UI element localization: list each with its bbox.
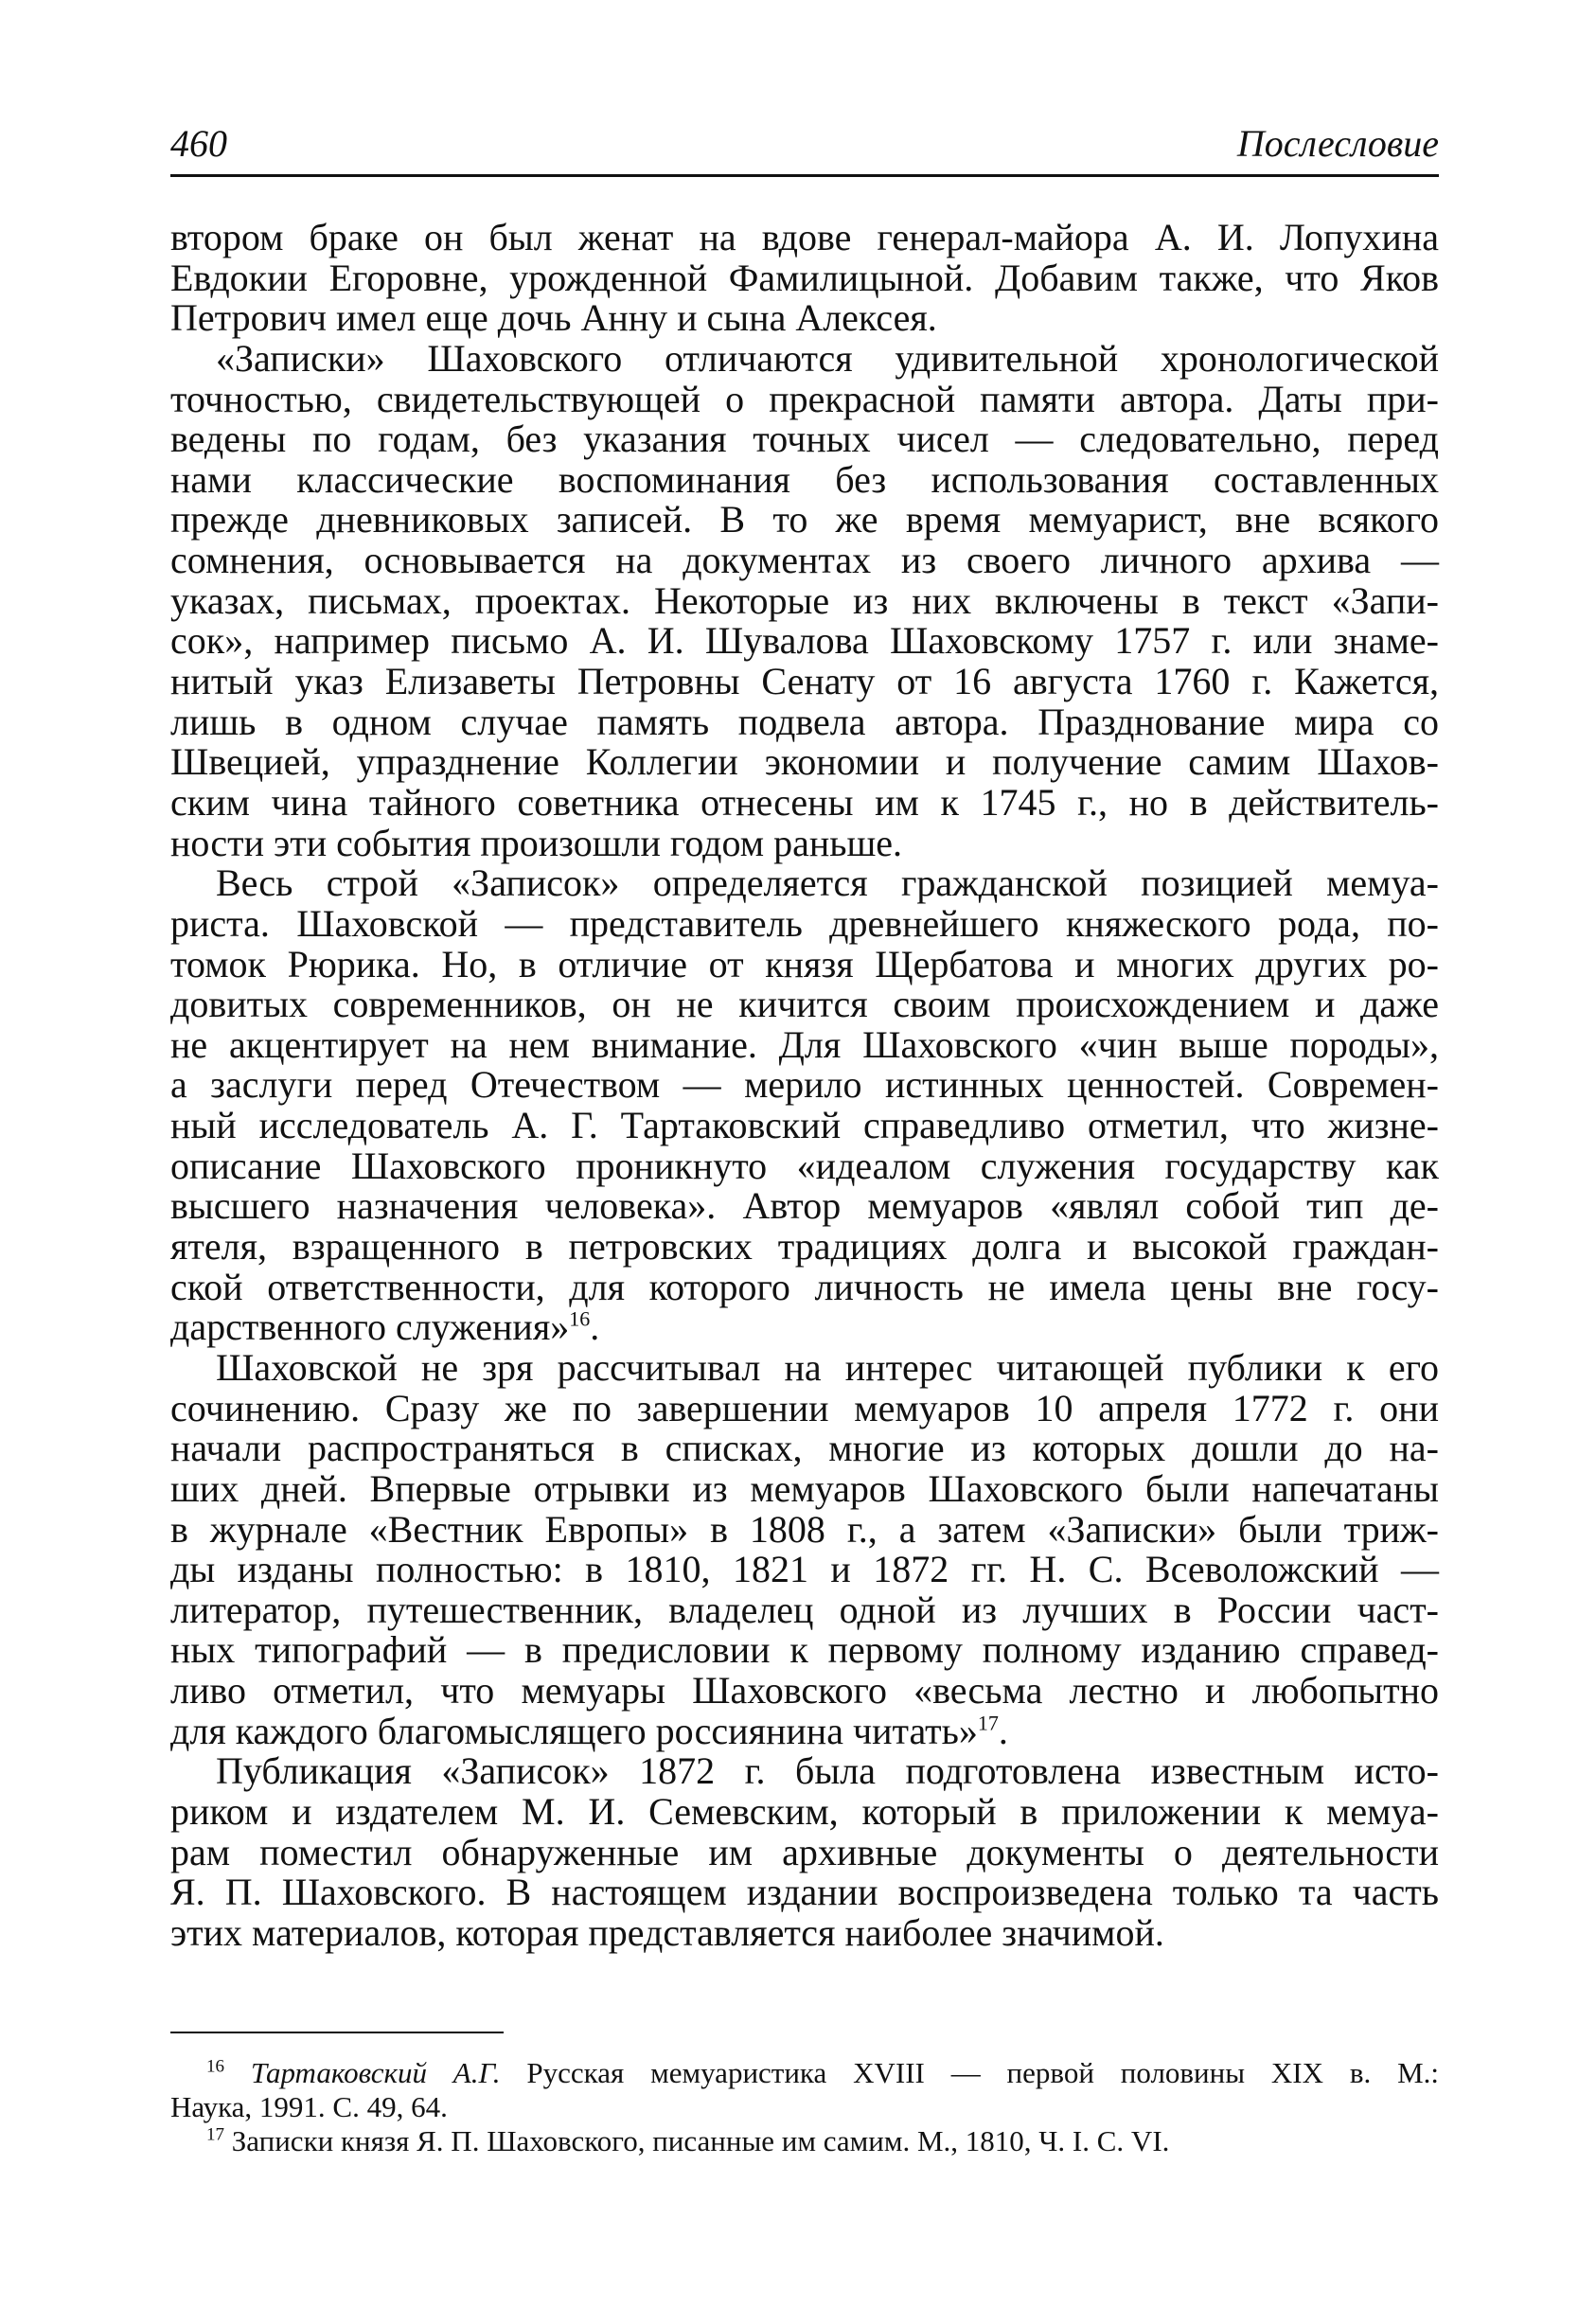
text-line [170, 1307, 1439, 1348]
footnote-number: 17 [206, 2124, 224, 2145]
line-text: Весь строй «Записок» определяется гражданской позицией мемуа- [216, 861, 1439, 905]
line-text: этих материалов, которая представляется наиболее значимой. [170, 1910, 1164, 1954]
text-line [170, 1265, 1439, 1308]
footnote-ref: 16 [569, 1306, 591, 1331]
paragraph [170, 1751, 1439, 1953]
text-line [170, 901, 1439, 945]
text-line [170, 780, 1439, 824]
line-text: Петрович имел еще дочь Анну и сына Алексея. [170, 296, 937, 340]
section-title: Послесловие [1236, 122, 1439, 165]
text-line [170, 985, 1439, 1025]
text-line [170, 419, 1439, 460]
line-text: ским чина тайного советника отнесены им к 1745 г., но в действитель- [170, 780, 1439, 824]
page-number: 460 [170, 122, 227, 165]
line-text: рам поместил обнаруженные им архивные документы о деятельности [170, 1830, 1439, 1873]
line-text: литератор, путешественник, владелец одной из лучших в России част- [170, 1588, 1439, 1631]
text-line [170, 258, 1439, 299]
line-text: описание Шаховского проникнуто «идеалом служения государству как [170, 1144, 1439, 1187]
line-text: ных типографий — в предисловии к первому полному изданию справед- [170, 1628, 1439, 1672]
line-text: сок», например письмо А. И. Шувалова Шаховскому 1757 г. или знаме- [170, 619, 1439, 663]
line-text: нитый указ Елизаветы Петровны Сенату от 16 августа 1760 г. Кажется, [170, 660, 1439, 703]
text-line [170, 457, 1439, 501]
paragraph [170, 1345, 1439, 1752]
text-line [170, 1507, 1439, 1551]
line-text: Швецией, упразднение Коллегии экономии и получение самим Шахов- [170, 740, 1439, 784]
text-line [170, 541, 1439, 581]
line-text: сочинению. Сразу же по завершении мемуаров 10 апреля 1772 г. они [170, 1386, 1439, 1429]
running-header [170, 121, 1439, 169]
footnote [170, 2056, 1439, 2124]
line-text: начали распространяться в списках, многие из которых дошли до на- [170, 1427, 1439, 1470]
line-text: риста. Шаховской — представитель древнейшего княжеского рода, по- [170, 901, 1439, 945]
line-text: точностью, свидетельствующей о прекрасной памяти автора. Даты при- [170, 377, 1439, 420]
header-rule [170, 174, 1439, 177]
line-text: ный исследователь А. Г. Тартаковский справедливо отметил, что жизне- [170, 1104, 1439, 1147]
text-line [170, 377, 1439, 420]
line-text: ды изданы полностью: в 1810, 1821 и 1872 гг. Н. С. Всеволожский — [170, 1548, 1439, 1591]
footnote [170, 2124, 1439, 2158]
footnote-text: Наука, 1991. С. 49, 64. [170, 2090, 448, 2123]
line-text: указах, письмах, проектах. Некоторые из них включены в текст «Запи- [170, 578, 1439, 622]
text-line [170, 821, 1439, 864]
paragraph [170, 863, 1439, 1348]
text-line [170, 578, 1439, 622]
text-line [170, 1830, 1439, 1873]
line-text: ятеля, взращенного в петровских традициях долга и высокой граждан- [170, 1225, 1439, 1269]
footnote-ref: 17 [977, 1711, 999, 1735]
text-line [170, 1146, 1439, 1187]
footnote-author: Тартаковский А.Г. [250, 2056, 501, 2089]
footnote-line [170, 2124, 1439, 2158]
text-line [170, 1550, 1439, 1590]
text-line [170, 1106, 1439, 1146]
footnote-text: Записки князя Я. П. Шаховского, писанные им самим. М., 1810, Ч. I. С. VI. [231, 2124, 1170, 2157]
line-text: для каждого благомыслящего россиянина читать» [170, 1709, 978, 1752]
footnotes [170, 2056, 1439, 2158]
line-text: ших дней. Впервые отрывки из мемуаров Шаховского были напечатаны [170, 1466, 1439, 1510]
line-text: Я. П. Шаховского. В настоящем издании воспроизведена только та часть [170, 1871, 1439, 1914]
body-text [170, 218, 1439, 1954]
text-line [170, 702, 1439, 743]
text-line [170, 218, 1439, 258]
text-line [170, 1227, 1439, 1268]
line-text: «Записки» Шаховского отличаются удивительной хронологической [216, 336, 1439, 380]
line-text: томок Рюрика. Но, в отличие от князя Щербатова и многих других ро- [170, 942, 1439, 985]
line-text: лишь в одном случае память подвела автора. Празднование мира со [170, 700, 1439, 743]
line-text: ности эти события произошли годом раньше. [170, 821, 903, 864]
line-text: Публикация «Записок» 1872 г. была подготовлена известным исто- [216, 1749, 1439, 1793]
text-line [170, 1630, 1439, 1671]
text-line [170, 742, 1439, 783]
line-text: прежде дневниковых записей. В то же время мемуарист, вне всякого [170, 498, 1439, 541]
text-line [170, 1466, 1439, 1510]
footnote-line [170, 2090, 1439, 2124]
line-text: ливо отметил, что мемуары Шаховского «весьма лестно и любопытно [170, 1669, 1439, 1713]
line-text: не акцентирует на нем внимание. Для Шаховского «чин выше породы», [170, 1022, 1439, 1066]
footnote-rule [170, 2032, 504, 2033]
punctuation: . [998, 1709, 1008, 1752]
line-text: Евдокии Егоровне, урожденной Фамилицыной. Добавим также, что Яков [170, 256, 1439, 299]
line-text: сомнения, основывается на документах из своего личного архива — [170, 539, 1439, 582]
line-text: высшего назначения человека». Автор мемуаров «являл собой тип де- [170, 1184, 1439, 1228]
text-line [170, 1789, 1439, 1833]
text-line [170, 1065, 1439, 1106]
text-line [170, 1751, 1439, 1792]
text-line [170, 1590, 1439, 1631]
footnote-line [170, 2056, 1439, 2090]
text-line [170, 1186, 1439, 1227]
line-text: нами классические воспоминания без использования составленных [170, 457, 1439, 501]
paragraph [170, 336, 1439, 864]
footnote-number: 16 [206, 2056, 224, 2077]
text-line [170, 500, 1439, 541]
line-text: а заслуги перед Отечеством — мерило истинных ценностей. Современ- [170, 1063, 1439, 1107]
line-text: дарственного служения» [170, 1305, 570, 1349]
line-text: втором браке он был женат на вдове генерал-майора А. И. Лопухина [170, 216, 1439, 258]
text-line [170, 1872, 1439, 1913]
text-line [170, 1709, 1439, 1752]
paragraph [170, 218, 1439, 339]
text-line [170, 942, 1439, 985]
text-line [170, 863, 1439, 904]
line-text: в журнале «Вестник Европы» в 1808 г., а затем «Записки» были триж- [170, 1507, 1439, 1551]
line-text: Шаховской не зря рассчитывал на интерес читающей публики к его [216, 1345, 1439, 1389]
line-text: ской ответственности, для которого личность не имела цены вне госу- [170, 1265, 1439, 1308]
text-line [170, 1429, 1439, 1469]
line-text: довитых современников, он не кичится своим происхождением и даже [170, 983, 1439, 1026]
text-line [170, 1345, 1439, 1389]
footnote-text: Русская мемуаристика XVIII — первой половины XIX в. М.: [500, 2056, 1439, 2089]
text-line [170, 662, 1439, 702]
text-line [170, 1022, 1439, 1066]
text-line [170, 621, 1439, 662]
text-line [170, 1671, 1439, 1712]
line-text: ведены по годам, без указания точных чисел — следовательно, перед [170, 417, 1439, 461]
text-line [170, 298, 1439, 339]
text-line [170, 336, 1439, 380]
punctuation: . [590, 1305, 600, 1349]
line-text: риком и издателем М. И. Семевским, который в приложении к мемуа- [170, 1789, 1439, 1833]
text-line [170, 1386, 1439, 1429]
text-line [170, 1910, 1439, 1954]
